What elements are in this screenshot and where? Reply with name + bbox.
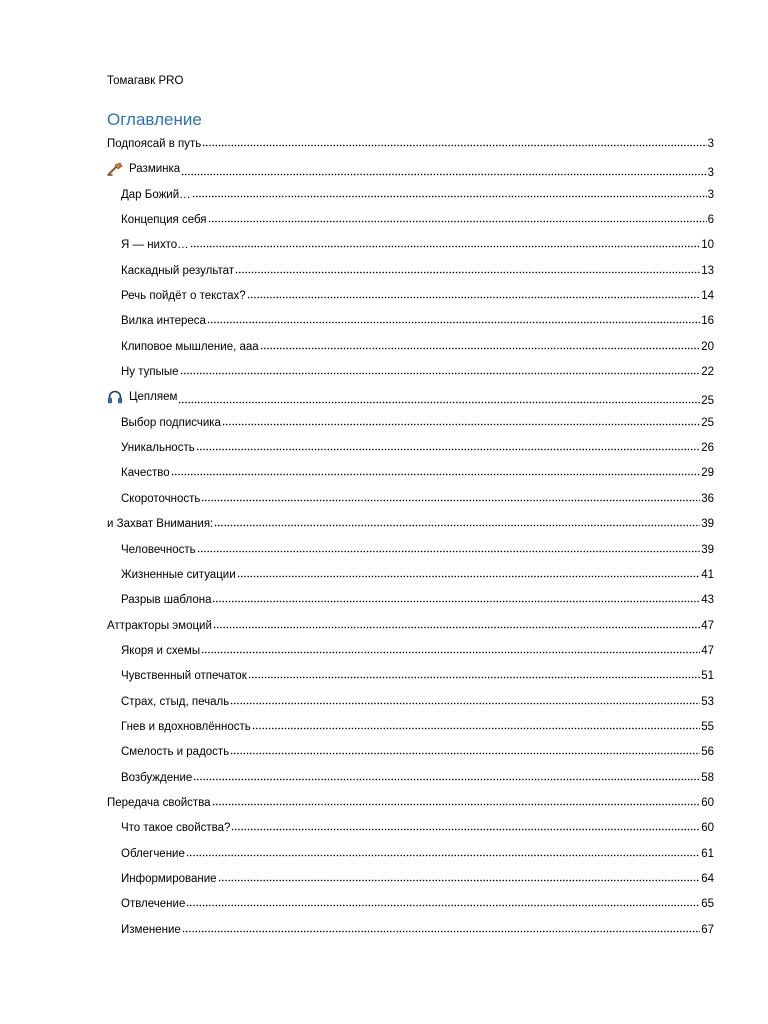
toc-entry[interactable] bbox=[107, 286, 714, 311]
toc-dot-leader bbox=[190, 236, 701, 248]
toc-dot-leader bbox=[197, 541, 701, 553]
toc-list bbox=[107, 134, 714, 945]
toc-entry-label: Облегчение bbox=[121, 847, 185, 860]
toc-entry-label: Передача свойства bbox=[107, 796, 211, 809]
toc-entry-title bbox=[121, 439, 195, 457]
toc-entry[interactable] bbox=[107, 894, 714, 919]
toc-entry-label: Чувственный отпечаток bbox=[121, 670, 247, 683]
toc-entry-title bbox=[121, 338, 259, 356]
toc-entry-title bbox=[121, 414, 221, 432]
toc-entry-title bbox=[107, 160, 180, 178]
toc-entry-title bbox=[107, 515, 213, 533]
toc-entry-label: Цепляем bbox=[129, 391, 178, 404]
toc-entry[interactable] bbox=[107, 261, 714, 286]
toc-dot-leader bbox=[208, 211, 707, 223]
toc-entry-label: Жизненные ситуации bbox=[121, 568, 236, 581]
toc-dot-leader bbox=[178, 392, 700, 404]
toc-page-number: 29 bbox=[701, 467, 714, 480]
toc-page-number: 67 bbox=[701, 923, 714, 936]
toc-entry-label: Вилка интереса bbox=[121, 315, 206, 328]
toc-entry-title bbox=[121, 312, 206, 330]
toc-page-number: 25 bbox=[701, 416, 714, 429]
mortar-icon bbox=[107, 162, 123, 176]
toc-entry-label: Каскадный результат bbox=[121, 264, 235, 277]
toc-entry[interactable] bbox=[107, 717, 714, 742]
toc-entry-label: Что такое свойства? bbox=[121, 822, 231, 835]
toc-page-number: 61 bbox=[701, 847, 714, 860]
toc-dot-leader bbox=[180, 363, 701, 375]
toc-page-number: 47 bbox=[701, 619, 714, 632]
toc-entry[interactable] bbox=[107, 311, 714, 336]
toc-entry-label: Речь пойдёт о текстах? bbox=[121, 290, 246, 303]
toc-entry-label: Человечность bbox=[121, 543, 196, 556]
document-header-title: Томагавк PRO bbox=[107, 75, 184, 87]
toc-page-number: 10 bbox=[701, 239, 714, 252]
toc-page-number: 60 bbox=[701, 796, 714, 809]
toc-entry-title bbox=[121, 642, 200, 660]
toc-entry[interactable] bbox=[107, 920, 714, 945]
toc-page-number: 58 bbox=[701, 771, 714, 784]
toc-dot-leader bbox=[212, 794, 701, 806]
toc-page-number: 36 bbox=[701, 492, 714, 505]
toc-entry-label: Скороточность bbox=[121, 492, 201, 505]
toc-dot-leader bbox=[230, 693, 700, 705]
toc-page-number: 56 bbox=[701, 746, 714, 759]
toc-page-number: 39 bbox=[701, 543, 714, 556]
toc-dot-leader bbox=[214, 515, 700, 527]
toc-entry-title bbox=[121, 845, 185, 863]
toc-dot-leader bbox=[222, 414, 700, 426]
toc-entry-label: Изменение bbox=[121, 923, 181, 936]
toc-entry-label: Смелость и радость bbox=[121, 746, 230, 759]
toc-entry-title bbox=[121, 464, 170, 482]
toc-page-number: 65 bbox=[701, 898, 714, 911]
toc-entry-title bbox=[121, 743, 229, 761]
toc-page-number: 3 bbox=[707, 138, 714, 150]
toc-dot-leader bbox=[260, 338, 701, 350]
toc-entry-title bbox=[107, 617, 212, 635]
toc-dot-leader bbox=[230, 743, 700, 755]
toc-entry-label: Я — нихто… bbox=[121, 239, 189, 252]
toc-entry-label: Разрыв шаблона bbox=[121, 594, 212, 607]
toc-dot-leader bbox=[235, 262, 700, 274]
toc-entry-title bbox=[121, 236, 189, 254]
headphones-icon bbox=[107, 390, 123, 404]
toc-dot-leader bbox=[193, 769, 700, 781]
toc-entry[interactable] bbox=[107, 793, 714, 818]
toc-dot-leader bbox=[201, 490, 700, 502]
toc-entry-label: Аттракторы эмоций bbox=[107, 619, 212, 632]
toc-entry[interactable] bbox=[107, 210, 714, 235]
toc-entry[interactable] bbox=[107, 185, 714, 210]
toc-page-number: 26 bbox=[701, 442, 714, 455]
toc-entry[interactable] bbox=[107, 489, 714, 514]
toc-entry-label: Выбор подписчика bbox=[121, 416, 221, 429]
toc-entry-title bbox=[121, 287, 246, 305]
toc-dot-leader bbox=[186, 845, 700, 857]
toc-entry-title bbox=[121, 921, 181, 939]
toc-page-number: 53 bbox=[701, 695, 714, 708]
toc-entry-label: и Захват Внимания: bbox=[107, 518, 214, 531]
toc-entry-label: Отвлечение bbox=[121, 898, 186, 911]
toc-entry-title bbox=[121, 262, 234, 280]
toc-entry-label: Гнев и вдохновлённость bbox=[121, 720, 251, 733]
toc-dot-leader bbox=[201, 642, 700, 654]
toc-page-number: 22 bbox=[701, 366, 714, 379]
toc-entry-label: Качество bbox=[121, 467, 170, 480]
toc-entry-title bbox=[107, 388, 177, 406]
toc-entry[interactable] bbox=[107, 514, 714, 539]
toc-dot-leader bbox=[237, 566, 701, 578]
toc-entry[interactable] bbox=[107, 590, 714, 615]
toc-entry-label: Дар Божий… bbox=[121, 188, 191, 201]
toc-entry[interactable] bbox=[107, 742, 714, 767]
toc-entry-title bbox=[121, 186, 191, 204]
toc-dot-leader bbox=[196, 439, 701, 451]
toc-entry-title bbox=[121, 718, 251, 736]
toc-dot-leader bbox=[182, 921, 700, 933]
toc-dot-leader bbox=[181, 164, 706, 176]
toc-entry-label: Разминка bbox=[129, 163, 181, 176]
toc-dot-leader bbox=[171, 464, 701, 476]
toc-entry-label: Страх, стыд, печаль bbox=[121, 695, 230, 708]
toc-entry[interactable] bbox=[107, 413, 714, 438]
toc-entry-title bbox=[121, 566, 236, 584]
toc-entry[interactable] bbox=[107, 641, 714, 666]
toc-entry[interactable] bbox=[107, 159, 714, 184]
toc-entry[interactable] bbox=[107, 844, 714, 869]
toc-entry[interactable] bbox=[107, 134, 714, 159]
toc-page-number: 14 bbox=[701, 290, 714, 303]
toc-page-number: 47 bbox=[701, 644, 714, 657]
toc-entry-title bbox=[107, 135, 201, 153]
toc-dot-leader bbox=[218, 870, 701, 882]
toc-entry-title bbox=[121, 819, 230, 837]
toc-entry[interactable] bbox=[107, 818, 714, 843]
toc-entry[interactable] bbox=[107, 869, 714, 894]
toc-page-number: 3 bbox=[707, 167, 714, 180]
toc-entry[interactable] bbox=[107, 666, 714, 691]
toc-entry-title bbox=[121, 667, 247, 685]
toc-entry[interactable] bbox=[107, 387, 714, 412]
toc-entry[interactable] bbox=[107, 565, 714, 590]
toc-entry-label: Ну тупыые bbox=[121, 366, 179, 379]
toc-page-number: 43 bbox=[701, 594, 714, 607]
toc-dot-leader bbox=[247, 287, 701, 299]
toc-page-number: 41 bbox=[701, 568, 714, 581]
toc-entry-label: Якоря и схемы bbox=[121, 644, 201, 657]
toc-page-number: 64 bbox=[701, 872, 714, 885]
toc-entry-label: Концепция себя bbox=[121, 214, 207, 227]
toc-entry-label: Подпоясай в путь bbox=[107, 138, 202, 150]
toc-dot-leader bbox=[248, 667, 700, 679]
toc-page-number: 25 bbox=[701, 395, 714, 408]
toc-entry-title bbox=[121, 363, 179, 381]
toc-entry[interactable] bbox=[107, 616, 714, 641]
toc-entry-title bbox=[121, 870, 217, 888]
toc-dot-leader bbox=[207, 312, 700, 324]
toc-entry-label: Возбуждение bbox=[121, 771, 193, 784]
toc-dot-leader bbox=[213, 617, 700, 629]
toc-entry-label: Уникальность bbox=[121, 442, 195, 455]
toc-entry[interactable] bbox=[107, 692, 714, 717]
toc-entry[interactable] bbox=[107, 235, 714, 260]
toc-page-number: 39 bbox=[701, 518, 714, 531]
toc-page-number: 20 bbox=[701, 340, 714, 353]
toc-dot-leader bbox=[202, 135, 706, 147]
toc-entry-title bbox=[107, 794, 211, 812]
toc-dot-leader bbox=[212, 591, 700, 603]
toc-page-number: 3 bbox=[707, 188, 714, 201]
toc-entry-title bbox=[121, 490, 200, 508]
toc-entry-title bbox=[121, 211, 207, 229]
toc-entry-label: Клиповое мышление, ааа bbox=[121, 340, 259, 353]
toc-entry-label: Информирование bbox=[121, 872, 217, 885]
toc-entry[interactable] bbox=[107, 768, 714, 793]
toc-page-number: 51 bbox=[701, 670, 714, 683]
toc-page-number: 60 bbox=[701, 822, 714, 835]
toc-page-number: 55 bbox=[701, 720, 714, 733]
toc-entry[interactable] bbox=[107, 463, 714, 488]
toc-entry-title bbox=[121, 769, 192, 787]
toc-entry-title bbox=[121, 693, 229, 711]
toc-entry-title bbox=[121, 591, 211, 609]
toc-entry[interactable] bbox=[107, 438, 714, 463]
toc-entry[interactable] bbox=[107, 337, 714, 362]
toc-entry-title bbox=[121, 541, 196, 559]
toc-dot-leader bbox=[186, 895, 700, 907]
toc-entry[interactable] bbox=[107, 540, 714, 565]
toc-heading: Оглавление bbox=[107, 110, 202, 129]
toc-page-number: 6 bbox=[707, 214, 714, 227]
toc-entry[interactable] bbox=[107, 362, 714, 387]
toc-dot-leader bbox=[252, 718, 700, 730]
toc-page-number: 16 bbox=[701, 315, 714, 328]
toc-entry-title bbox=[121, 895, 185, 913]
toc-page-number: 13 bbox=[701, 264, 714, 277]
toc-dot-leader bbox=[231, 819, 700, 831]
document-page bbox=[107, 0, 714, 1024]
toc-dot-leader bbox=[192, 186, 707, 198]
